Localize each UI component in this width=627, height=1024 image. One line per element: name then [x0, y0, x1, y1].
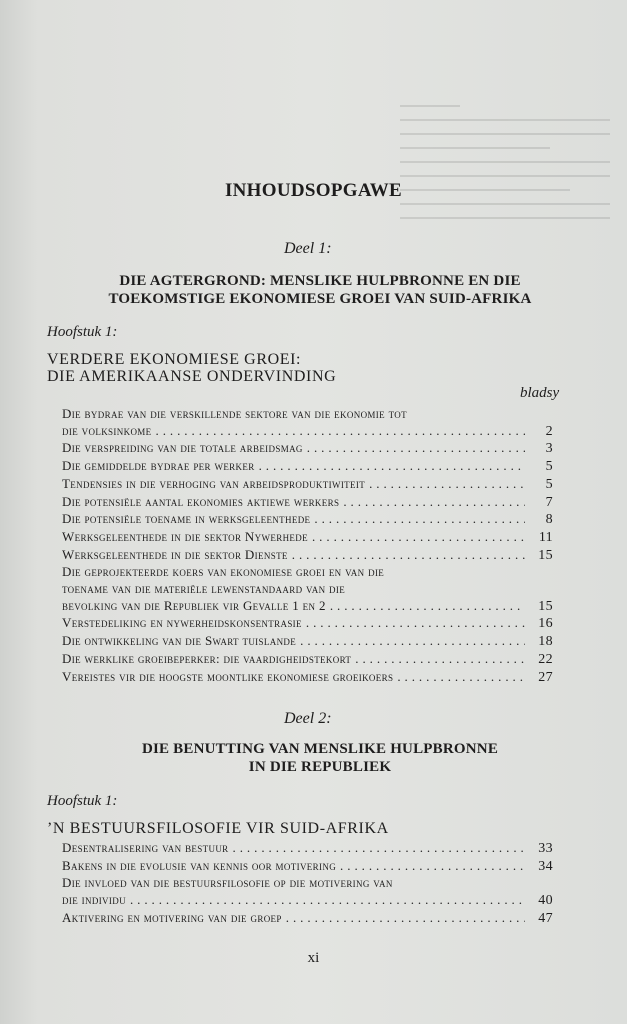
toc-entry-text: Die gemiddelde bydrae per werker: [62, 458, 255, 474]
toc-entry-text: Die ontwikkeling van die Swart tuislande: [62, 633, 297, 649]
toc-entry-text: die volksinkome: [62, 422, 152, 438]
toc-entry: [62, 910, 553, 928]
part-title-line: DIE BENUTTING VAN MENSLIKE HULPBRONNE: [141, 741, 499, 757]
toc-entry-text: Desentralisering van bestuur: [62, 840, 229, 855]
toc-entry: [62, 406, 553, 440]
toc-entry-text: Aktivering en motivering van die groep: [62, 909, 282, 925]
part-title-line: TOEKOMSTIGE EKONOMIESE GROEI VAN SUID-AFRIKA: [108, 291, 532, 307]
dot-leader: [343, 494, 525, 511]
toc-entry-text: Die potensiële toename in werksgeleenthede: [62, 511, 311, 527]
toc-entry-text: bevolking van die Republiek vir Gevalle 1 en 2: [62, 597, 326, 613]
dot-leader: [233, 840, 525, 857]
toc-entry-wrap-line: [62, 581, 553, 598]
toc-entry-line: [62, 615, 553, 633]
chapter-label-1: Hoofstuk 1:: [47, 324, 118, 340]
toc-page-number: 16: [538, 616, 553, 632]
toc-entry-line: [62, 858, 553, 876]
toc-list-part-1: [62, 406, 553, 686]
toc-entry-line: [62, 633, 553, 651]
part-label-2: Deel 2:: [284, 710, 332, 727]
bleed-through-text: [400, 105, 610, 231]
toc-entry-text: Die geprojekteerde koers van ekonomiese groei en van die: [62, 564, 385, 580]
dot-leader: [300, 633, 525, 650]
toc-page-number: 15: [538, 598, 553, 614]
page-column-header: bladsy: [520, 385, 560, 401]
toc-entry: [62, 547, 553, 565]
toc-page-number: 2: [545, 423, 553, 439]
toc-page-number: 34: [538, 858, 553, 874]
toc-entry-line: [62, 511, 553, 529]
dot-leader: [340, 858, 525, 875]
toc-entry: [62, 511, 553, 529]
toc-entry: [62, 840, 553, 858]
dot-leader: [369, 476, 525, 493]
toc-entry-text: die individu: [62, 892, 126, 908]
toc-entry-text: Vereistes vir die hoogste moontlike ekonomiese groeikoers: [62, 668, 394, 684]
toc-page-number: 33: [538, 841, 553, 856]
toc-entry-line: [62, 476, 553, 494]
dot-leader: [307, 440, 525, 457]
toc-entry-text: Verstedeliking en nywerheidskonsentrasie: [62, 615, 302, 631]
toc-entry-line: [62, 910, 553, 928]
toc-page-number: 47: [538, 910, 553, 926]
toc-page-number: 18: [538, 634, 553, 650]
toc-entry: [62, 458, 553, 476]
toc-entry-text: Werksgeleenthede in die sektor Dienste: [62, 546, 288, 562]
toc-entry-line: [62, 840, 553, 858]
dot-leader: [259, 458, 525, 475]
toc-entry-line: [62, 892, 553, 910]
dot-leader: [306, 615, 525, 632]
chapter-title-line: DIE AMERIKAANSE ONDERVINDING: [47, 368, 337, 385]
toc-list-part-2: [62, 840, 553, 928]
toc-entry-text: Die werklike groeibeperker: die vaardigheidstekort: [62, 650, 352, 666]
toc-entry: [62, 440, 553, 458]
toc-page-number: 15: [538, 547, 553, 563]
toc-page-number: 11: [538, 529, 553, 545]
dot-leader: [330, 598, 525, 615]
toc-entry-text: Werksgeleenthede in die sektor Nywerhede: [62, 528, 308, 544]
toc-page-number: 7: [545, 494, 553, 510]
toc-entry-text: toename van die materiële lewenstandaard van die: [62, 581, 346, 597]
dot-leader: [355, 651, 525, 668]
dot-leader: [286, 910, 525, 927]
chapter-title-line: ’N BESTUURSFILOSOFIE VIR SUID-AFRIKA: [47, 820, 389, 837]
toc-entry-line: [62, 458, 553, 476]
part-title-2: [40, 740, 600, 776]
toc-entry-line: [62, 547, 553, 565]
toc-entry-wrap-line: [62, 875, 553, 892]
toc-page-number: 5: [545, 459, 553, 475]
toc-entry-line: [62, 529, 553, 547]
toc-entry: [62, 476, 553, 494]
toc-entry-wrap-line: [62, 564, 553, 581]
toc-entry-line: [62, 423, 553, 441]
chapter-title-1: [47, 351, 336, 385]
toc-entry: [62, 633, 553, 651]
toc-entry-text: Bakens in die evolusie van kennis oor motivering: [62, 857, 337, 873]
chapter-title-2: [47, 820, 389, 837]
page-number: xi: [307, 950, 320, 966]
dot-leader: [397, 669, 525, 686]
toc-entry: [62, 494, 553, 512]
part-title-line: IN DIE REPUBLIEK: [248, 759, 392, 775]
chapter-title-line: VERDERE EKONOMIESE GROEI:: [47, 351, 302, 368]
dot-leader: [314, 511, 525, 528]
toc-entry-text: Tendensies in die verhoging van arbeidsproduktiwiteit: [62, 475, 366, 491]
part-label-1: Deel 1:: [284, 240, 332, 257]
toc-entry: [62, 858, 553, 876]
toc-page-number: 40: [538, 893, 553, 909]
part-title-1: [40, 272, 600, 308]
toc-entry: [62, 875, 553, 909]
toc-entry-line: [62, 440, 553, 458]
dot-leader: [156, 423, 526, 440]
dot-leader: [130, 892, 525, 909]
toc-entry-text: Die verspreiding van die totale arbeidsmag: [62, 440, 303, 456]
toc-entry: [62, 615, 553, 633]
toc-entry-wrap-line: [62, 406, 553, 423]
toc-entry: [62, 651, 553, 669]
toc-page-number: 3: [545, 441, 553, 457]
dot-leader: [292, 547, 525, 564]
toc-entry-text: Die bydrae van die verskillende sektore van die ekonomie tot: [62, 406, 407, 421]
page-title: INHOUDSOPGAWE: [224, 180, 403, 201]
toc-entry-line: [62, 494, 553, 512]
dot-leader: [312, 529, 525, 546]
toc-entry-line: [62, 669, 553, 687]
toc-entry: [62, 669, 553, 687]
toc-page-number: 5: [545, 476, 553, 492]
toc-entry-text: Die invloed van die bestuursfilosofie op die motivering van: [62, 875, 393, 891]
toc-entry-line: [62, 651, 553, 669]
toc-entry: [62, 564, 553, 615]
toc-entry: [62, 529, 553, 547]
part-title-line: DIE AGTERGROND: MENSLIKE HULPBRONNE EN DIE: [119, 273, 521, 289]
toc-page-number: 8: [545, 512, 553, 528]
toc-entry-text: Die potensiële aantal ekonomies aktiewe werkers: [62, 493, 340, 509]
toc-entry-line: [62, 598, 553, 616]
toc-page-number: 22: [538, 651, 553, 667]
chapter-label-2: Hoofstuk 1:: [47, 793, 118, 809]
toc-page-number: 27: [538, 669, 553, 685]
